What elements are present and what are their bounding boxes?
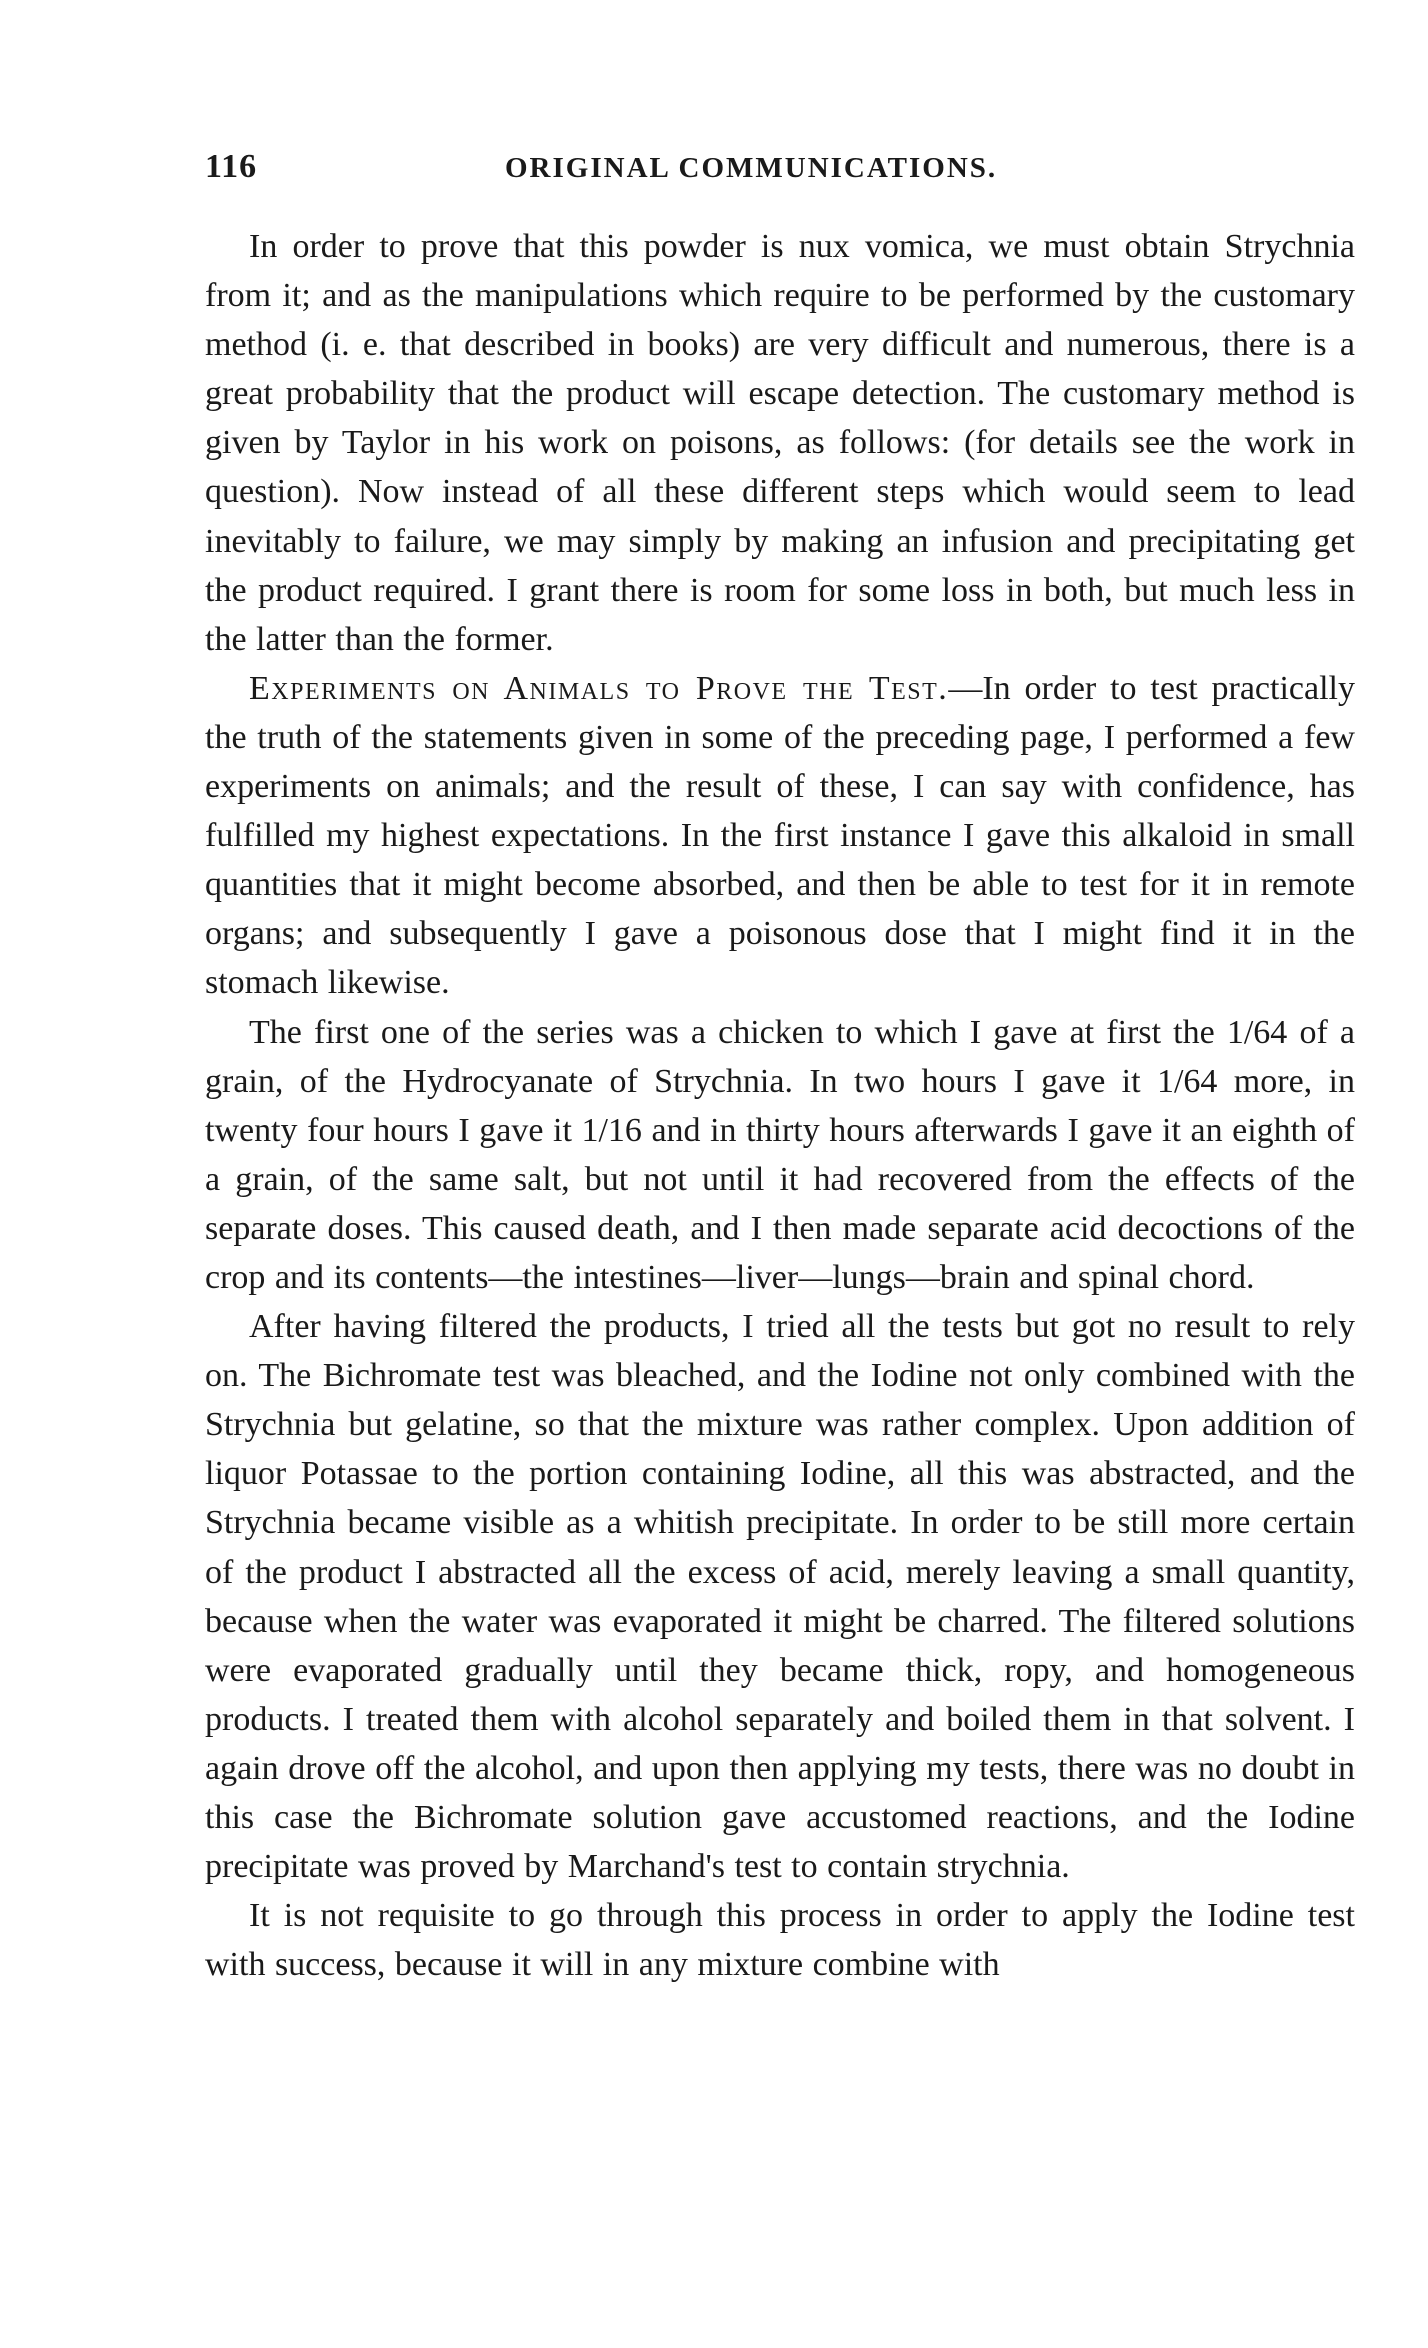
section-heading: Experiments on Animals to Prove the Test. [249,669,949,707]
page-number: 116 [205,148,258,185]
paragraph-1-text: In order to prove that this powder is nux vomica, we must obtain Strychnia from it; and as the manipulations which require to be performed by the customary method (i. e. that described in books) are very difficult and numerous, there is a great probability that the product will escape detection. The customary method is given by Taylor in his work on poisons, as follows: (for details see the work in question). Now instead of all these different steps which would seem to lead inevitably to failure, we may simply by making an infusion and precipitating get the product required. I grant there is room for some loss in both, but much less in the latter than the former. [205,228,1355,658]
paragraph-2 [205,664,1355,1008]
paragraph-4 [205,1302,1355,1891]
body-text [205,222,1355,1989]
paragraph-4-text: After having filtered the products, I tried all the tests but got no result to rely on. The Bichromate test was bleached, and the Iodine not only combined with the Strychnia but gelatine, so that the mixture was rather complex. Upon addition of liquor Potassae to the portion containing Iodine, all this was abstracted, and the Strychnia became visible as a whitish precipitate. In order to be still more certain of the product I abstracted all the excess of acid, merely leaving a small quantity, because when the water was evaporated it might be charred. The filtered solutions were evaporated gradually until they became thick, ropy, and homogeneous products. I treated them with alcohol separately and boiled them in that solvent. I again drove off the alcohol, and upon then applying my tests, there was no doubt in this case the Bichromate solution gave accustomed reactions, and the Iodine precipitate was proved by Marchand's test to contain strychnia. [205,1308,1355,1886]
header-title: ORIGINAL COMMUNICATIONS. [505,152,998,184]
paragraph-3-text: The first one of the series was a chicken to which I gave at first the 1/64 of a grain, of the Hydrocyanate of Strychnia. In two hours I gave it 1/64 more, in twenty four hours I gave it 1/16 and in thirty hours afterwards I gave it an eighth of a grain, of the same salt, but not until it had recovered from the effects of the separate doses. This caused death, and I then made separate acid decoctions of the crop and its contents—the intestines—liver—lungs—brain and spinal chord. [205,1013,1355,1296]
paragraph-3 [205,1008,1355,1303]
paragraph-2-text: —In order to test practically the truth of the statements given in some of the preceding page, I performed a few experiments on animals; and the result of these, I can say with confidence, has fulfilled my highest expectations. In the first instance I gave this alkaloid in small quantities that it might become absorbed, and then be able to test for it in remote organs; and subsequently I gave a poisonous dose that I might find it in the stomach likewise. [205,669,1355,1002]
running-header [205,148,1355,198]
paragraph-5-text: It is not requisite to go through this process in order to apply the Iodine test with success, because it will in any mixture combine with [205,1897,1355,1984]
paragraph-1 [205,222,1355,664]
paragraph-5 [205,1891,1355,1989]
